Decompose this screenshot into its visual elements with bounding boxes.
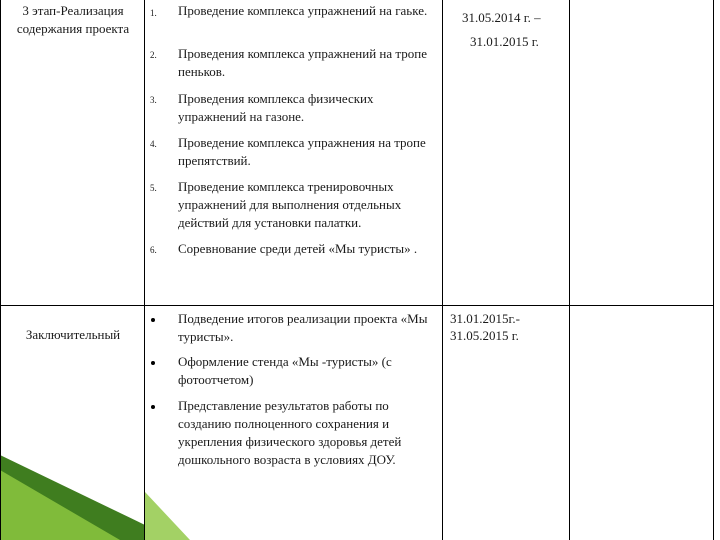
final-step-text: Подведение итогов реализации проекта «Мы туристы».: [178, 311, 428, 344]
grid-line-col1: [144, 0, 145, 540]
bullet: [151, 318, 155, 322]
step-number: 6.: [150, 245, 157, 255]
bullet: [151, 361, 155, 365]
grid-line-col2: [442, 0, 443, 540]
step-text: Проведения комплекса упражнений на тропе пеньков.: [178, 46, 427, 79]
step-number: 2.: [150, 50, 157, 60]
grid-line-col3: [569, 0, 570, 540]
final-step-text: Оформление стенда «Мы -туристы» (с фотоотчетом): [178, 354, 392, 387]
bullet: [151, 405, 155, 409]
step-text: Проведение комплекса упражнений на гаьке.: [178, 3, 428, 18]
step-text: Проведения комплекса физических упражнений на газоне.: [178, 91, 374, 124]
step-text: Проведение комплекса тренировочных упражнений для выполнения отдельных действий для установки палатки.: [178, 179, 402, 230]
final-date-end: 31.05.2015 г.: [450, 328, 519, 343]
stage3-name: 3 этап-Реализация содержания проекта: [16, 3, 130, 36]
step-text: Соревнование среди детей «Мы туристы» .: [178, 241, 418, 256]
grid-line-right: [713, 0, 714, 540]
stage3-date-end: 31.01.2015 г.: [470, 34, 539, 49]
final-date-start: 31.01.2015г.-: [450, 311, 520, 326]
grid-line-row-divider: [0, 305, 714, 306]
step-text: Проведение комплекса упражнения на тропе препятствий.: [178, 135, 426, 168]
step-number: 4.: [150, 139, 157, 149]
stage3-date-start: 31.05.2014 г. –: [462, 10, 541, 25]
grid-line-left: [0, 0, 1, 540]
final-step-text: Представление результатов работы по созданию полноценного сохранения и укрепления физического здоровья детей дошкольного возраста в условиях ДОУ.: [178, 398, 402, 467]
step-number: 1.: [150, 8, 157, 18]
step-number: 5.: [150, 183, 157, 193]
step-number: 3.: [150, 95, 157, 105]
final-stage-name: Заключительный: [25, 327, 121, 342]
